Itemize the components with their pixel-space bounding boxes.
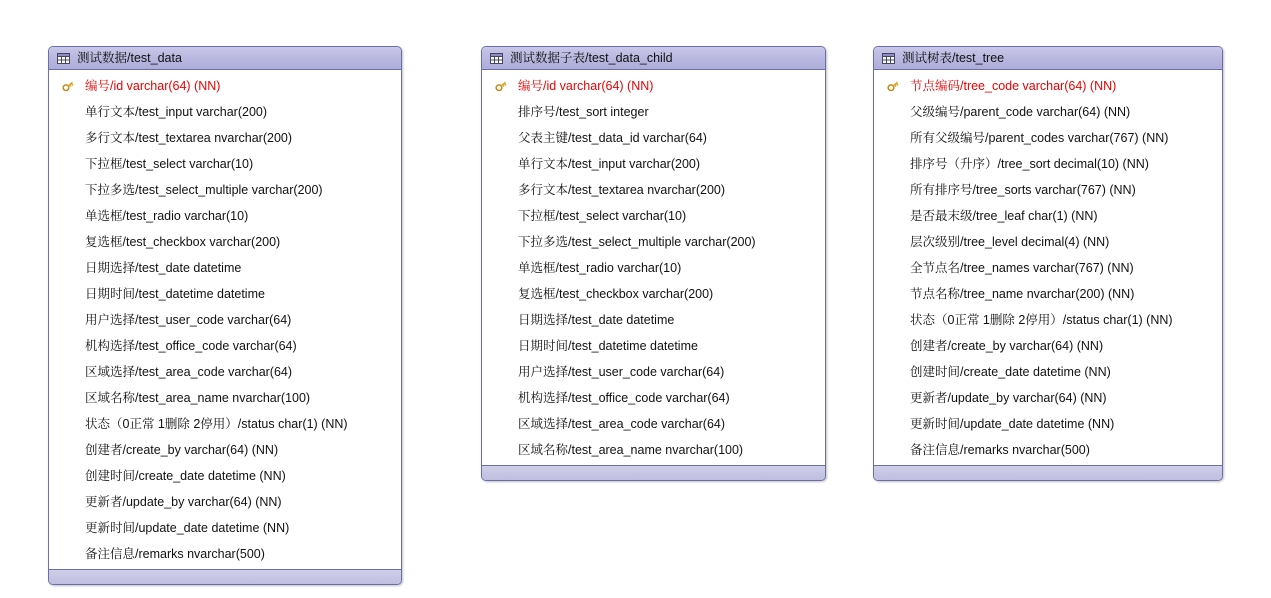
entity-table[interactable] bbox=[48, 46, 402, 585]
attribute-row[interactable] bbox=[49, 177, 401, 203]
attribute-row[interactable] bbox=[482, 125, 825, 151]
attribute-label: 编号/id varchar(64) (NN) bbox=[85, 78, 221, 93]
entity-title: 测试数据子表/test_data_child bbox=[510, 50, 673, 65]
attribute-row[interactable] bbox=[874, 333, 1222, 359]
attribute-row[interactable] bbox=[874, 125, 1222, 151]
attribute-row[interactable] bbox=[49, 151, 401, 177]
entity-header[interactable] bbox=[482, 47, 825, 70]
attribute-label: 状态（0正常 1删除 2停用）/status char(1) (NN) bbox=[910, 312, 1173, 327]
entity-title: 测试数据/test_data bbox=[77, 50, 182, 65]
attribute-label: 备注信息/remarks nvarchar(500) bbox=[85, 546, 265, 561]
attribute-row[interactable] bbox=[482, 151, 825, 177]
attribute-label: 用户选择/test_user_code varchar(64) bbox=[518, 364, 725, 379]
attribute-label: 备注信息/remarks nvarchar(500) bbox=[910, 442, 1090, 457]
attribute-label: 状态（0正常 1删除 2停用）/status char(1) (NN) bbox=[85, 416, 348, 431]
attribute-row[interactable] bbox=[482, 359, 825, 385]
attribute-row[interactable] bbox=[482, 203, 825, 229]
attribute-row[interactable] bbox=[49, 463, 401, 489]
attribute-row[interactable] bbox=[874, 99, 1222, 125]
attribute-label: 单选框/test_radio varchar(10) bbox=[85, 208, 249, 223]
attribute-label: 更新者/update_by varchar(64) (NN) bbox=[85, 494, 282, 509]
attribute-label: 父级编号/parent_code varchar(64) (NN) bbox=[910, 104, 1131, 119]
attribute-row[interactable] bbox=[874, 177, 1222, 203]
primary-key-icon bbox=[490, 79, 518, 93]
entity-attribute-list bbox=[49, 70, 401, 569]
attribute-label: 日期时间/test_datetime datetime bbox=[518, 338, 698, 353]
entity-header[interactable] bbox=[874, 47, 1222, 70]
attribute-label: 区域名称/test_area_name nvarchar(100) bbox=[85, 390, 311, 405]
attribute-row[interactable] bbox=[49, 99, 401, 125]
attribute-row[interactable] bbox=[49, 515, 401, 541]
attribute-label: 区域选择/test_area_code varchar(64) bbox=[518, 416, 726, 431]
attribute-label: 复选框/test_checkbox varchar(200) bbox=[85, 234, 281, 249]
entity-attribute-list bbox=[874, 70, 1222, 465]
primary-key-icon bbox=[882, 79, 910, 93]
attribute-row[interactable] bbox=[49, 203, 401, 229]
attribute-label: 下拉框/test_select varchar(10) bbox=[85, 156, 254, 171]
entity-footer bbox=[482, 465, 825, 480]
attribute-row[interactable] bbox=[482, 281, 825, 307]
attribute-row[interactable] bbox=[482, 99, 825, 125]
attribute-row[interactable] bbox=[49, 125, 401, 151]
attribute-label: 日期选择/test_date datetime bbox=[518, 312, 675, 327]
attribute-label: 下拉框/test_select varchar(10) bbox=[518, 208, 687, 223]
attribute-row-primary-key[interactable] bbox=[49, 73, 401, 99]
attribute-row[interactable] bbox=[874, 437, 1222, 463]
attribute-row[interactable] bbox=[49, 541, 401, 567]
attribute-label: 编号/id varchar(64) (NN) bbox=[518, 78, 654, 93]
entity-table[interactable] bbox=[481, 46, 826, 481]
attribute-label: 父表主键/test_data_id varchar(64) bbox=[518, 130, 707, 145]
attribute-label: 创建时间/create_date datetime (NN) bbox=[910, 364, 1111, 379]
entity-footer bbox=[49, 569, 401, 584]
attribute-label: 所有排序号/tree_sorts varchar(767) (NN) bbox=[910, 182, 1136, 197]
attribute-row[interactable] bbox=[49, 385, 401, 411]
attribute-label: 创建者/create_by varchar(64) (NN) bbox=[910, 338, 1104, 353]
attribute-row[interactable] bbox=[874, 203, 1222, 229]
attribute-row[interactable] bbox=[49, 281, 401, 307]
attribute-label: 节点名称/tree_name nvarchar(200) (NN) bbox=[910, 286, 1135, 301]
attribute-row[interactable] bbox=[874, 255, 1222, 281]
entity-title: 测试树表/test_tree bbox=[902, 50, 1005, 65]
attribute-row[interactable] bbox=[482, 307, 825, 333]
attribute-row[interactable] bbox=[482, 333, 825, 359]
attribute-row[interactable] bbox=[482, 437, 825, 463]
attribute-row[interactable] bbox=[49, 359, 401, 385]
entity-footer bbox=[874, 465, 1222, 480]
attribute-row[interactable] bbox=[49, 307, 401, 333]
attribute-label: 日期选择/test_date datetime bbox=[85, 260, 242, 275]
attribute-row[interactable] bbox=[482, 411, 825, 437]
primary-key-icon bbox=[57, 79, 85, 93]
attribute-row-primary-key[interactable] bbox=[874, 73, 1222, 99]
attribute-label: 日期时间/test_datetime datetime bbox=[85, 286, 265, 301]
attribute-label: 排序号（升序）/tree_sort decimal(10) (NN) bbox=[910, 156, 1149, 171]
attribute-label: 全节点名/tree_names varchar(767) (NN) bbox=[910, 260, 1134, 275]
entity-attribute-list bbox=[482, 70, 825, 465]
attribute-row[interactable] bbox=[482, 255, 825, 281]
attribute-label: 层次级别/tree_level decimal(4) (NN) bbox=[910, 234, 1110, 249]
attribute-label: 是否最末级/tree_leaf char(1) (NN) bbox=[910, 208, 1098, 223]
attribute-label: 创建者/create_by varchar(64) (NN) bbox=[85, 442, 279, 457]
attribute-row[interactable] bbox=[49, 255, 401, 281]
attribute-row[interactable] bbox=[49, 489, 401, 515]
attribute-label: 机构选择/test_office_code varchar(64) bbox=[85, 338, 297, 353]
attribute-row[interactable] bbox=[874, 307, 1222, 333]
attribute-row[interactable] bbox=[874, 359, 1222, 385]
attribute-row[interactable] bbox=[874, 151, 1222, 177]
attribute-label: 排序号/test_sort integer bbox=[518, 104, 649, 119]
attribute-label: 下拉多选/test_select_multiple varchar(200) bbox=[518, 234, 756, 249]
attribute-label: 更新时间/update_date datetime (NN) bbox=[910, 416, 1115, 431]
attribute-row-primary-key[interactable] bbox=[482, 73, 825, 99]
attribute-row[interactable] bbox=[49, 229, 401, 255]
attribute-label: 用户选择/test_user_code varchar(64) bbox=[85, 312, 292, 327]
attribute-row[interactable] bbox=[874, 281, 1222, 307]
attribute-label: 下拉多选/test_select_multiple varchar(200) bbox=[85, 182, 323, 197]
attribute-label: 更新时间/update_date datetime (NN) bbox=[85, 520, 290, 535]
attribute-row[interactable] bbox=[874, 411, 1222, 437]
attribute-label: 单行文本/test_input varchar(200) bbox=[85, 104, 268, 119]
attribute-label: 创建时间/create_date datetime (NN) bbox=[85, 468, 286, 483]
attribute-row[interactable] bbox=[482, 385, 825, 411]
attribute-row[interactable] bbox=[49, 411, 401, 437]
attribute-label: 多行文本/test_textarea nvarchar(200) bbox=[85, 130, 293, 145]
table-icon bbox=[490, 53, 503, 64]
table-icon bbox=[57, 53, 70, 64]
attribute-row[interactable] bbox=[874, 229, 1222, 255]
attribute-label: 节点编码/tree_code varchar(64) (NN) bbox=[910, 78, 1117, 93]
attribute-label: 所有父级编号/parent_codes varchar(767) (NN) bbox=[910, 130, 1169, 145]
attribute-row[interactable] bbox=[482, 177, 825, 203]
attribute-row[interactable] bbox=[482, 229, 825, 255]
attribute-label: 区域名称/test_area_name nvarchar(100) bbox=[518, 442, 744, 457]
attribute-label: 区域选择/test_area_code varchar(64) bbox=[85, 364, 293, 379]
attribute-label: 单选框/test_radio varchar(10) bbox=[518, 260, 682, 275]
attribute-row[interactable] bbox=[49, 333, 401, 359]
attribute-label: 机构选择/test_office_code varchar(64) bbox=[518, 390, 730, 405]
attribute-label: 更新者/update_by varchar(64) (NN) bbox=[910, 390, 1107, 405]
attribute-row[interactable] bbox=[874, 385, 1222, 411]
attribute-row[interactable] bbox=[49, 437, 401, 463]
entity-header[interactable] bbox=[49, 47, 401, 70]
attribute-label: 复选框/test_checkbox varchar(200) bbox=[518, 286, 714, 301]
attribute-label: 单行文本/test_input varchar(200) bbox=[518, 156, 701, 171]
table-icon bbox=[882, 53, 895, 64]
entity-table[interactable] bbox=[873, 46, 1223, 481]
attribute-label: 多行文本/test_textarea nvarchar(200) bbox=[518, 182, 726, 197]
